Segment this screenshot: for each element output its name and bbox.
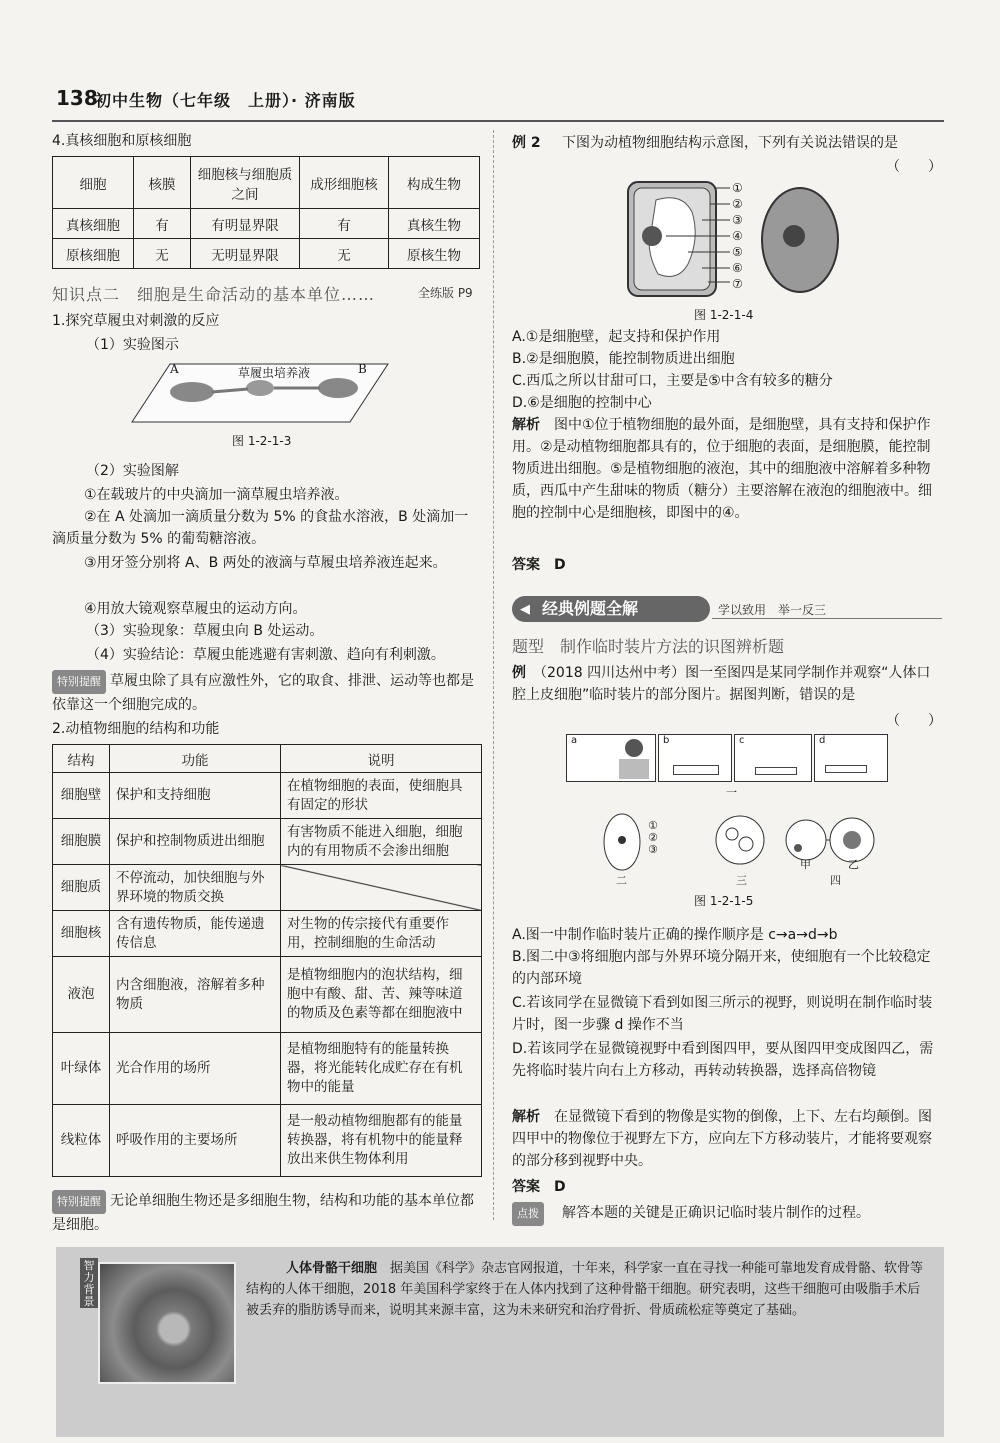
table2-cell: 是植物细胞特有的能量转换器，将光能转化成贮存在有机物中的能量	[281, 1033, 482, 1105]
step-1: ①在载玻片的中央滴加一滴草履虫培养液。	[84, 487, 349, 503]
table2-cell: 有害物质不能进入细胞，细胞内的有用物质不会渗出细胞	[281, 819, 482, 865]
table1-header: 细胞	[53, 157, 134, 209]
dian-text: 解答本题的关键是正确识记临时装片制作的过程。	[562, 1205, 870, 1221]
tip-2-text: 无论单细胞生物还是多细胞生物，结构和功能的基本单位都是细胞。	[52, 1193, 474, 1233]
table1-cell: 有	[300, 209, 389, 239]
knowledge-point-ref: 全练版 P9	[418, 286, 473, 300]
view-jia	[786, 820, 826, 860]
table2-cell: 内含细胞液，溶解着多种物质	[110, 957, 281, 1033]
tip-tag: 特别提醒	[52, 1190, 106, 1214]
ex-option-b: B.图二中③将细胞内部与外界环境分隔开来，使细胞有一个比较稳定的内部环境	[512, 949, 931, 987]
background-tab: 智力背景	[80, 1258, 98, 1308]
table1-cell: 有明显界限	[191, 209, 300, 239]
dian-bo	[512, 1202, 942, 1226]
fig4-caption: 图 1-2-1-4	[694, 308, 754, 322]
fig-num-3: 三	[736, 874, 747, 887]
table2-cell: 细胞核	[53, 911, 110, 957]
example-question-text: （2018 四川达州中考）图一至图四是某同学制作并观察“人体口腔上皮细胞”临时装片的部分图片。据图判断，错误的是	[512, 665, 931, 703]
ex2-option-d: D.⑥是细胞的控制中心	[512, 395, 652, 411]
fig2-labels	[648, 820, 658, 856]
tip-1-text: 草履虫除了具有应激性外，它的取食、排泄、运动等也都是依靠这一个细胞完成的。	[52, 673, 474, 713]
table2-cell: 是一般动植物细胞都有的能量转换器，将有机物中的能量释放出来供生物体利用	[281, 1105, 482, 1177]
cheek-cell-nucleus	[618, 836, 626, 844]
drop-a	[170, 382, 214, 402]
banner-rule	[712, 618, 942, 619]
answer-label: 答案	[512, 557, 540, 573]
ex-answer-value: D	[554, 1179, 566, 1195]
label-yi: 乙	[848, 858, 859, 871]
fig-label-mid: 草履虫培养液	[238, 366, 311, 380]
table2-cell: 线粒体	[53, 1105, 110, 1177]
background-title: 人体骨骼干细胞	[286, 1261, 378, 1276]
fig-num-2: 二	[616, 874, 627, 887]
header-rule	[52, 120, 944, 122]
fig2-label: ①	[648, 819, 658, 832]
fig-label-b: B	[358, 362, 367, 376]
ex-analysis	[512, 1106, 942, 1172]
table1-header: 细胞核与细胞质之间	[191, 157, 300, 209]
table1-cell: 原核细胞	[53, 239, 134, 269]
table1-cell: 有	[134, 209, 191, 239]
table2-cell-empty	[281, 865, 482, 911]
example-2-question: 下图为动植物细胞结构示意图，下列有关说法错误的是	[562, 135, 898, 151]
slide-shape	[825, 765, 867, 773]
step-2: ②在 A 处滴加一滴质量分数为 5% 的食盐水溶液，B 处滴加一滴质量分数为 5% 的葡萄糖溶液。	[52, 509, 469, 547]
table1-cell: 无明显界限	[191, 239, 300, 269]
fig-caption: 图 1-2-1-3	[232, 434, 292, 448]
table2-cell: 细胞壁	[53, 773, 110, 819]
fig5-caption: 图 1-2-1-5	[694, 894, 754, 908]
person-body	[619, 759, 649, 779]
table-eukaryote-prokaryote	[52, 156, 480, 269]
example-2-label: 例 2	[512, 135, 541, 151]
table1-cell: 无	[300, 239, 389, 269]
drop-middle	[246, 380, 274, 396]
answer-paren: （ ）	[886, 159, 942, 175]
section-2-title: 2.动植物细胞的结构和功能	[52, 721, 220, 737]
plant-nucleus	[642, 226, 662, 246]
cell-label: ③	[732, 213, 743, 227]
step-4: ④用放大镜观察草履虫的运动方向。	[84, 601, 307, 617]
table2-cell: 细胞膜	[53, 819, 110, 865]
tip-tag: 特别提醒	[52, 670, 106, 694]
answer-paren-2: （ ）	[886, 713, 942, 729]
ex2-analysis-text: 图中①位于植物细胞的最外面，是细胞壁，具有支持和保护作用。②是动植物细胞都具有的，位于细胞的表面，是细胞膜，能控制物质进出细胞。⑤是植物细胞的液泡，其中的细胞液中溶解着多种物质，西瓜中产生甜味的物质（糖分）主要溶解在液泡的细胞液中。细胞的控制中心是细胞核，即图中的④。	[512, 417, 932, 521]
stem-cell-photo	[98, 1262, 236, 1384]
table2-cell: 光合作用的场所	[110, 1033, 281, 1105]
table2-cell: 在植物细胞的表面，使细胞具有固定的形状	[281, 773, 482, 819]
cell-label: ⑤	[732, 245, 743, 259]
sub-1: （1）实验图示	[86, 337, 179, 353]
tip-2	[52, 1190, 482, 1236]
sub-3: （3）实验现象：草履虫向 B 处运动。	[86, 623, 324, 639]
cell-label: ①	[732, 181, 743, 195]
ex-option-a: A.图一中制作临时装片正确的操作顺序是 c→a→d→b	[512, 927, 838, 943]
section-4-title: 4.真核细胞和原核细胞	[52, 133, 192, 149]
table1-cell: 原核生物	[389, 239, 480, 269]
panel-label: d	[819, 735, 826, 746]
speaker-icon: ◀	[520, 602, 530, 617]
cell-label: ⑥	[732, 261, 743, 275]
section-1-title: 1.探究草履虫对刺激的反应	[52, 313, 220, 329]
label-jia: 甲	[800, 858, 811, 871]
person-head	[625, 739, 643, 757]
table1-cell: 无	[134, 239, 191, 269]
knowledge-point-2-title: 知识点二 细胞是生命活动的基本单位……	[52, 285, 376, 304]
question-type-title: 题型 制作临时装片方法的识图辨析题	[512, 637, 785, 656]
table2-cell: 对生物的传宗接代有重要作用，控制细胞的生命活动	[281, 911, 482, 957]
table2-header: 说明	[281, 745, 482, 773]
section-banner	[512, 596, 942, 622]
analysis-label: 解析	[512, 417, 540, 433]
panel-a	[566, 734, 656, 782]
step-3: ③用牙签分别将 A、B 两处的液滴与草履虫培养液连起来。	[84, 555, 447, 571]
table2-cell: 细胞质	[53, 865, 110, 911]
banner-title: 经典例题全解	[512, 596, 710, 622]
sub-2: （2）实验图解	[86, 463, 179, 479]
drop-b	[318, 378, 358, 398]
cell-label: ②	[732, 197, 743, 211]
analysis-label: 解析	[512, 1109, 540, 1125]
procedure-panels	[566, 734, 888, 782]
column-divider	[493, 130, 494, 1220]
ex2-answer-value: D	[554, 557, 566, 573]
cell-label: ⑦	[732, 277, 743, 291]
ex2-option-b: B.②是细胞膜，能控制物质进出细胞	[512, 351, 735, 367]
fig-label-a: A	[170, 362, 179, 376]
animal-nucleus	[783, 225, 805, 247]
table-cell-structures	[52, 744, 482, 1177]
table1-cell: 真核生物	[389, 209, 480, 239]
banner-subtitle: 学以致用 举一反三	[718, 603, 827, 617]
panel-c	[734, 734, 812, 782]
ex-analysis-text: 在显微镜下看到的物像是实物的倒像，上下、左右均颠倒。图四甲中的物像位于视野左下方，应向左下方移动装片，才能将要观察的部分移到视野中央。	[512, 1109, 932, 1169]
slide-shape	[673, 765, 719, 775]
background-text: 据美国《科学》杂志官网报道，十年来，科学家一直在寻找一种能可靠地发育成骨骼、软骨等结构的人体干细胞，2018 年美国科学家终于在人体内找到了这种骨骼干细胞。研究表明，这些干细胞可由吸脂手术后被丢弃的脂肪诱导而来，说明其来源丰富，这为未来研究和治疗骨折、骨质疏松症等奠定了基础。	[246, 1261, 924, 1318]
fig2-label: ③	[648, 843, 658, 856]
example-question	[512, 662, 942, 706]
sub-4: （4）实验结论：草履虫能逃避有害刺激、趋向有利刺激。	[86, 647, 445, 663]
cell-label: ④	[732, 229, 743, 243]
panel-label: c	[739, 735, 745, 746]
ex2-analysis	[512, 414, 942, 524]
page-number: 138	[56, 86, 98, 110]
slide-shape	[755, 767, 797, 775]
table2-cell: 呼吸作用的主要场所	[110, 1105, 281, 1177]
panel-b	[658, 734, 732, 782]
table2-header: 功能	[110, 745, 281, 773]
fig-num-1: 一	[726, 786, 737, 799]
dian-tag: 点拨	[512, 1202, 544, 1226]
table2-cell: 保护和支持细胞	[110, 773, 281, 819]
table2-cell: 含有遗传物质，能传递遗传信息	[110, 911, 281, 957]
table2-cell: 不停流动，加快细胞与外界环境的物质交换	[110, 865, 281, 911]
panel-label: a	[571, 735, 578, 746]
table2-cell: 是植物细胞内的泡状结构，细胞中有酸、甜、苦、辣等味道的物质及色素等都在细胞液中	[281, 957, 482, 1033]
example-label: 例	[512, 665, 526, 681]
ex-option-c: C.若该同学在显微镜下看到如图三所示的视野，则说明在制作临时装片时，图一步骤 d 操作不当	[512, 995, 933, 1033]
table1-header: 核膜	[134, 157, 191, 209]
fig2-label: ②	[648, 831, 658, 844]
table1-cell: 真核细胞	[53, 209, 134, 239]
tip-1	[52, 670, 482, 716]
background-text-block	[246, 1258, 930, 1321]
page-title: 初中生物（七年级 上册）· 济南版	[95, 91, 356, 110]
table2-cell: 叶绿体	[53, 1033, 110, 1105]
answer-label: 答案	[512, 1179, 540, 1195]
table1-header: 构成生物	[389, 157, 480, 209]
ex2-option-c: C.西瓜之所以甘甜可口，主要是⑤中含有较多的糖分	[512, 373, 833, 389]
table2-header: 结构	[53, 745, 110, 773]
table2-cell: 保护和控制物质进出细胞	[110, 819, 281, 865]
cell-labels	[732, 180, 743, 292]
table1-header: 成形细胞核	[300, 157, 389, 209]
ex2-option-a: A.①是细胞壁，起支持和保护作用	[512, 329, 721, 345]
ex-answer	[512, 1176, 566, 1198]
fig-num-4: 四	[830, 874, 841, 887]
panel-d	[814, 734, 888, 782]
ex-option-d: D.若该同学在显微镜视野中看到图四甲，要从图四甲变成图四乙，需先将临时装片向右上方移动，再转动转换器，选择高倍物镜	[512, 1041, 934, 1079]
table2-cell: 液泡	[53, 957, 110, 1033]
panel-label: b	[663, 735, 670, 746]
ex2-answer	[512, 554, 566, 576]
